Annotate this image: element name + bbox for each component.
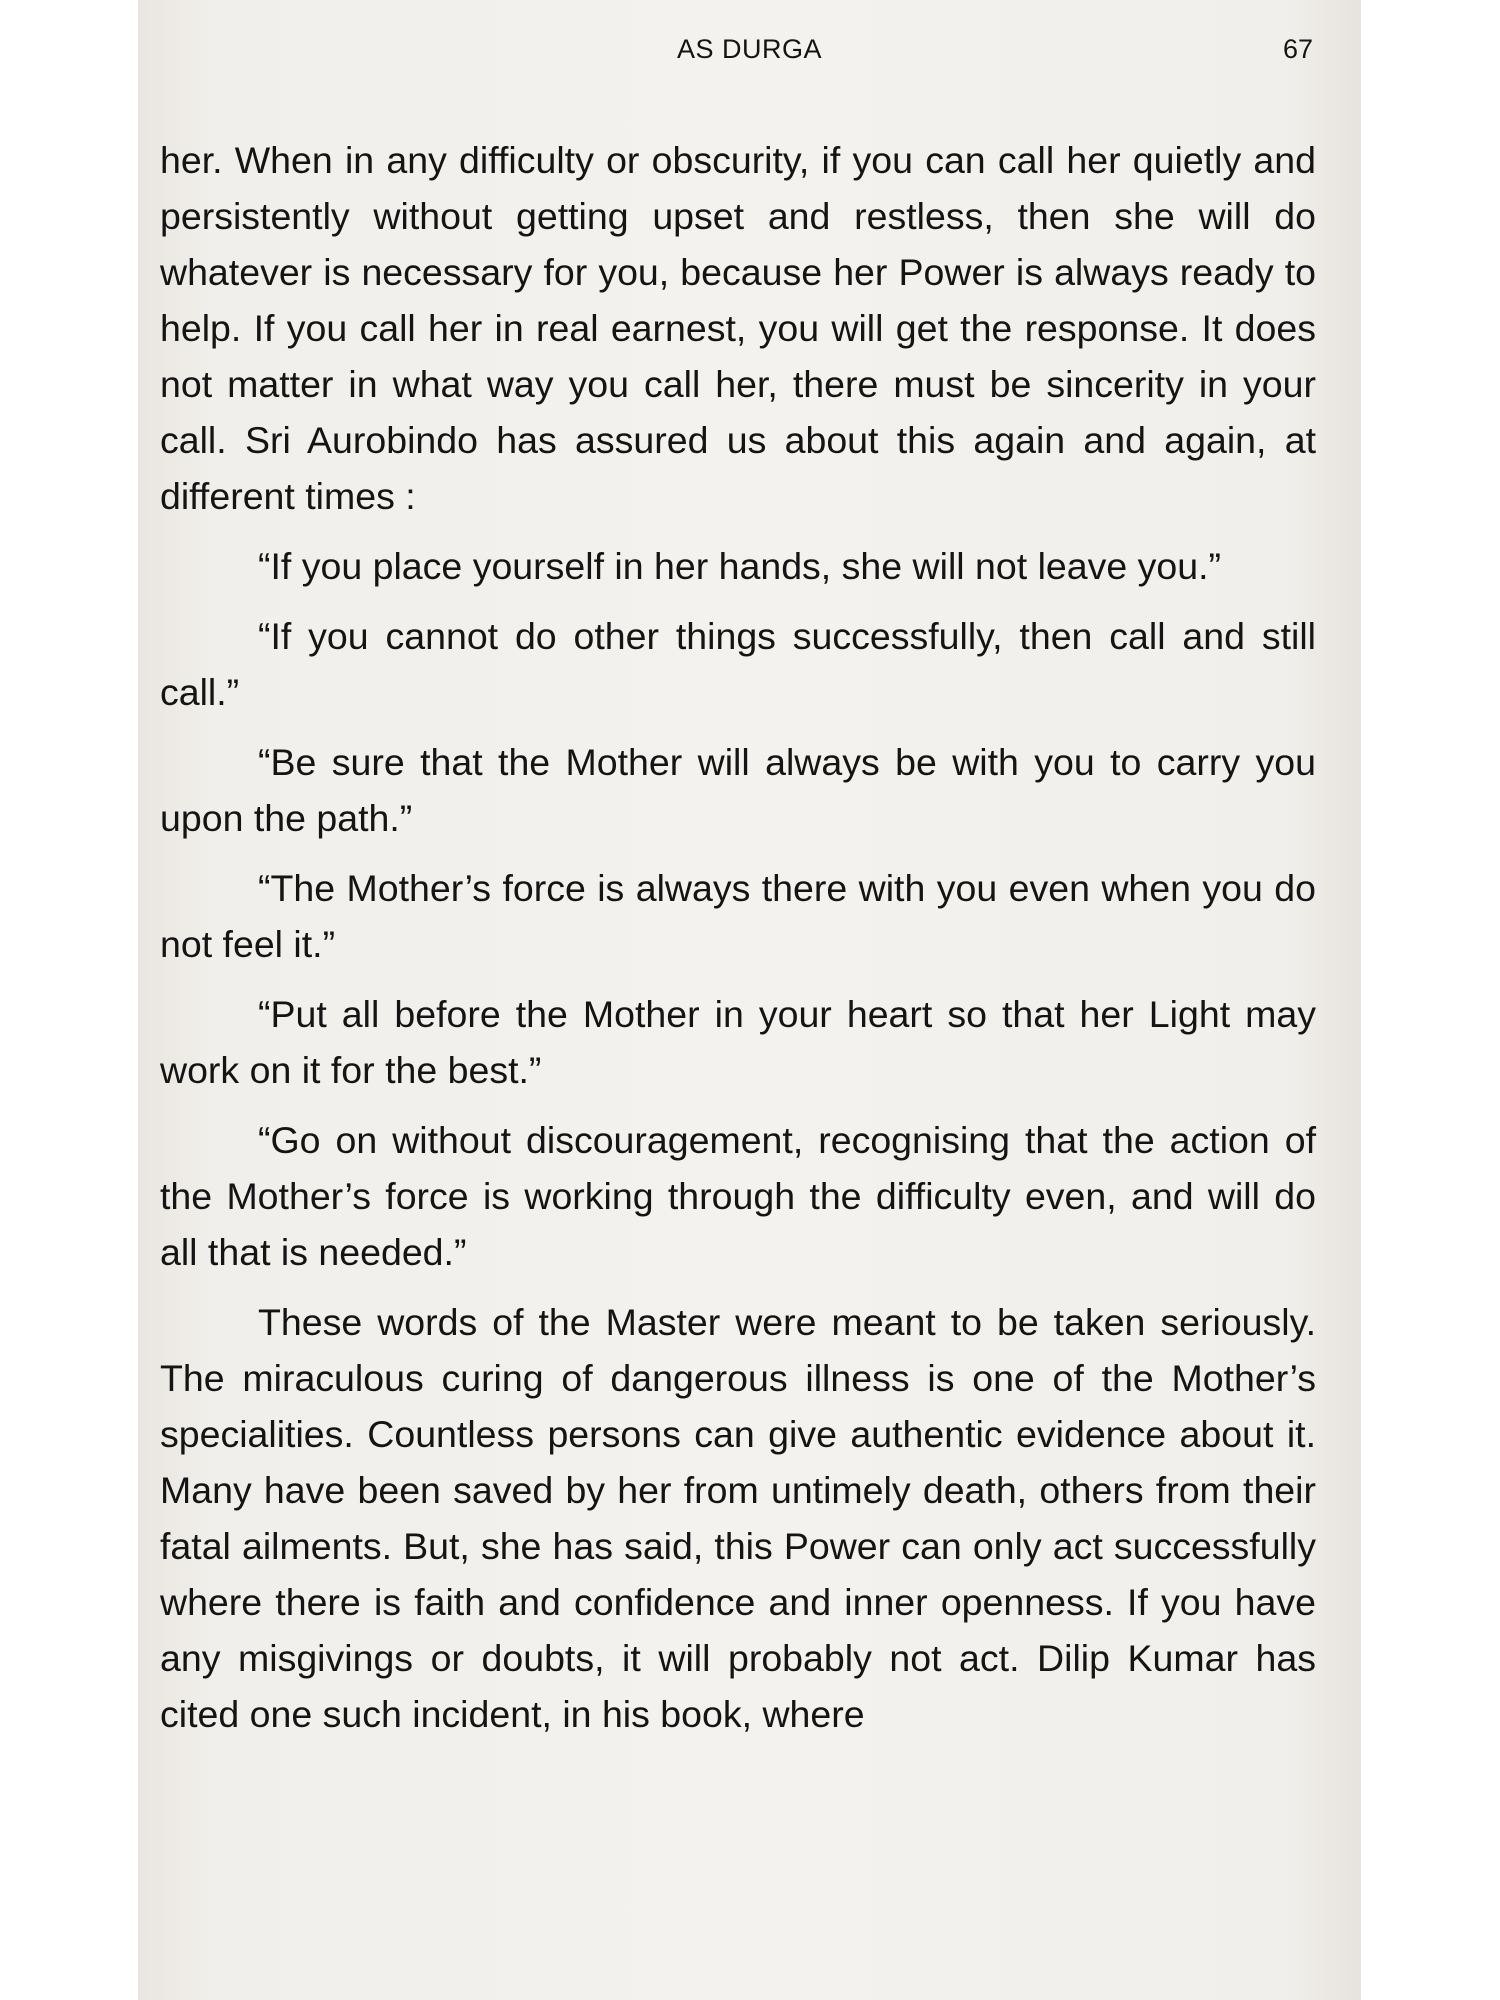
book-page xyxy=(138,0,1361,2000)
page-header xyxy=(138,34,1361,74)
body-text xyxy=(160,132,1316,1756)
quote-paragraph: “If you cannot do other things successfully, then call and still call.” xyxy=(160,615,1316,713)
quote-paragraph: “The Mother’s force is always there with you even when you do not feel it.” xyxy=(160,867,1316,965)
running-head: AS DURGA xyxy=(676,34,823,64)
page-number: 67 xyxy=(1282,34,1313,64)
paragraph: These words of the Master were meant to be taken seriously. The miraculous curing of dangerous illness is one of the Mother’s specialities. Countless persons can give authentic evidence about it. Many have been saved by her from untimely death, others from their fatal ailments. But, she has said, this Power can only act successfully where there is faith and confidence and inner openness. If you have any misgivings or doubts, it will probably not act. Dilip Kumar has cited one such incident, in his book, where xyxy=(160,1301,1316,1735)
quote-paragraph: “If you place yourself in her hands, she will not leave you.” xyxy=(258,545,1222,587)
quote-paragraph: “Be sure that the Mother will always be with you to carry you upon the path.” xyxy=(160,741,1316,839)
quote-paragraph: “Put all before the Mother in your heart so that her Light may work on it for the best.” xyxy=(160,993,1316,1091)
quote-paragraph: “Go on without discouragement, recognising that the action of the Mother’s force is working through the difficulty even, and will do all that is needed.” xyxy=(160,1119,1316,1273)
paragraph-continuation: her. When in any difficulty or obscurity, if you can call her quietly and persistently without getting upset and restless, then she will do whatever is necessary for you, because her Power is always ready to help. If you call her in real earnest, you will get the response. It does not matter in what way you call her, there must be sincerity in your call. Sri Aurobindo has assured us about this again and again, at different times : xyxy=(160,139,1316,517)
